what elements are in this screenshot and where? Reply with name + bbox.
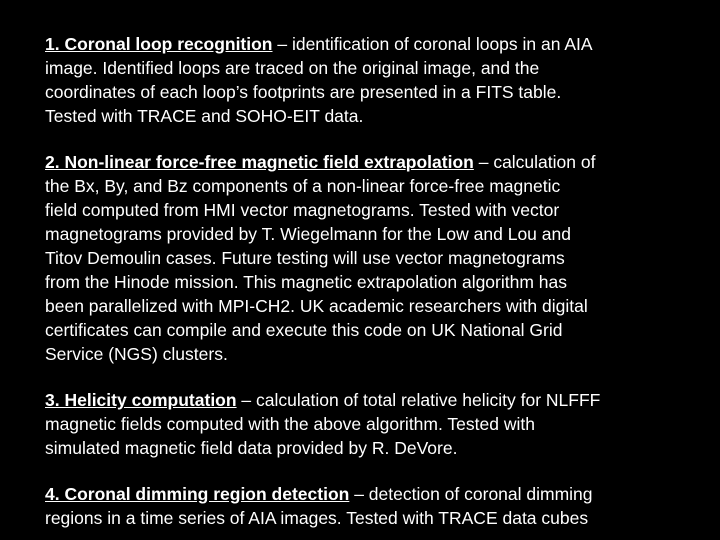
item-first-line xyxy=(45,482,705,506)
item-text: certificates can compile and execute this code on UK National Grid xyxy=(45,320,563,340)
list-item xyxy=(45,388,705,460)
item-title: 2. Non-linear force-free magnetic field extrapolation xyxy=(45,152,474,172)
item-text: magnetograms provided by T. Wiegelmann for the Low and Lou and xyxy=(45,224,571,244)
item-text: magnetic fields computed with the above algorithm. Tested with xyxy=(45,414,535,434)
item-text: – detection of coronal dimming xyxy=(349,484,593,504)
list-item xyxy=(45,482,705,530)
item-list xyxy=(45,32,705,540)
item-title: 4. Coronal dimming region detection xyxy=(45,484,350,504)
item-first-line xyxy=(45,388,705,412)
item-title: 3. Helicity computation xyxy=(45,390,237,410)
item-first-line xyxy=(45,150,705,174)
item-text: – calculation of total relative helicity for NLFFF xyxy=(236,390,601,410)
list-item xyxy=(45,32,705,128)
item-title: 1. Coronal loop recognition xyxy=(45,34,273,54)
item-first-line xyxy=(45,32,705,56)
item-text: Service (NGS) clusters. xyxy=(45,344,228,364)
item-text: from the Hinode mission. This magnetic extrapolation algorithm has xyxy=(45,272,568,292)
item-text: – identification of coronal loops in an AIA xyxy=(272,34,593,54)
item-text: field computed from HMI vector magnetograms. Tested with vector xyxy=(45,200,560,220)
item-text: Tested with TRACE and SOHO-EIT data. xyxy=(45,106,364,126)
item-text: been parallelized with MPI-CH2. UK academic researchers with digital xyxy=(45,296,588,316)
item-text: – calculation of xyxy=(473,152,596,172)
item-text: simulated magnetic field data provided by R. DeVore. xyxy=(45,438,458,458)
list-item xyxy=(45,150,705,366)
item-text: coordinates of each loop’s footprints are presented in a FITS table. xyxy=(45,82,562,102)
item-text: image. Identified loops are traced on the original image, and the xyxy=(45,58,540,78)
item-text: Titov Demoulin cases. Future testing will use vector magnetograms xyxy=(45,248,565,268)
item-text: regions in a time series of AIA images. Tested with TRACE data cubes xyxy=(45,508,589,528)
item-text: the Bx, By, and Bz components of a non-linear force-free magnetic xyxy=(45,176,561,196)
